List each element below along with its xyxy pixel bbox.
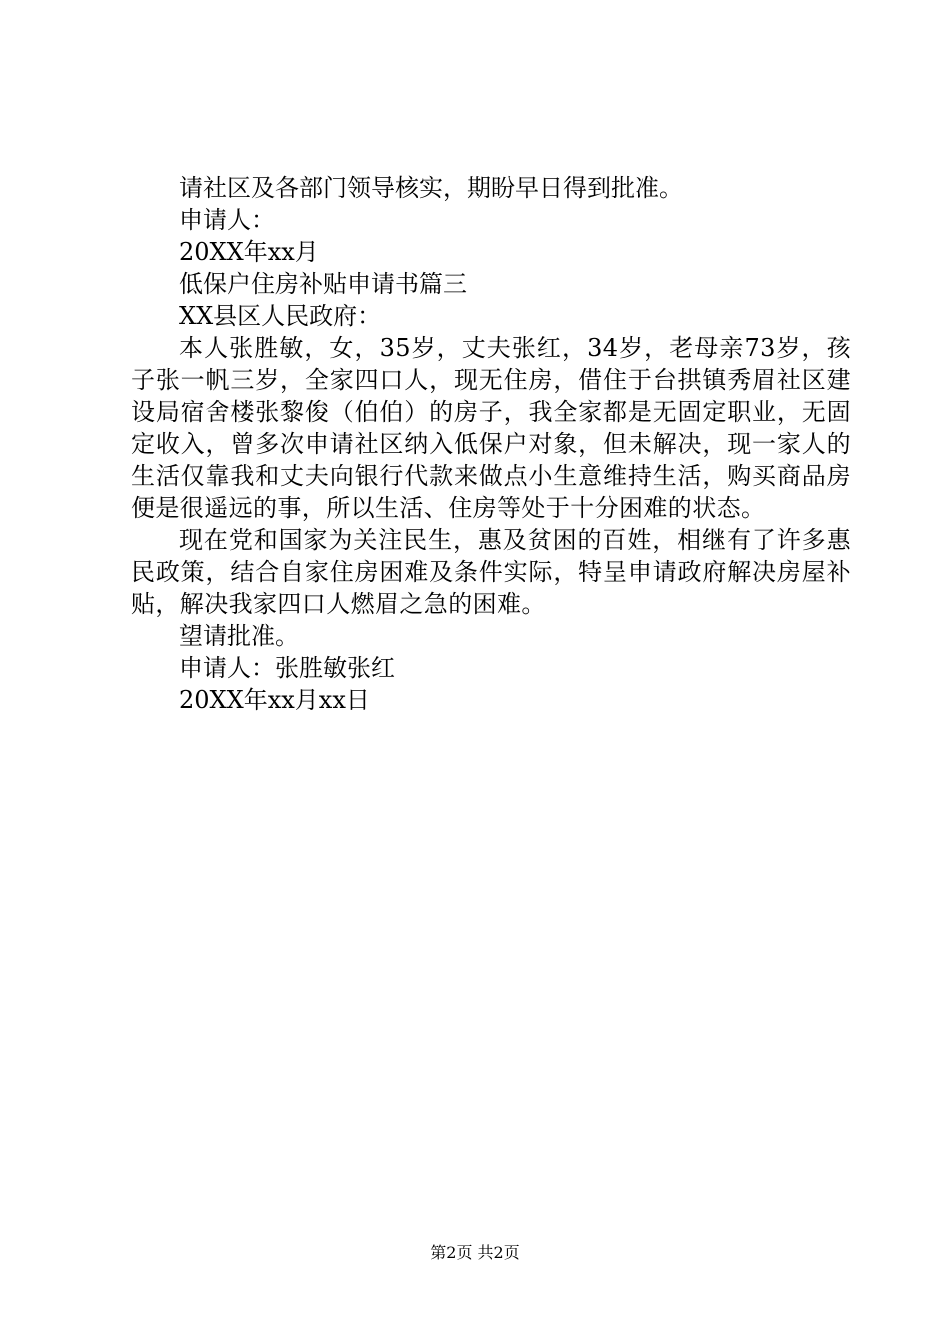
request-verification-line: 请社区及各部门领导核实，期盼早日得到批准。: [179, 174, 683, 202]
section-title: 低保户住房补贴申请书篇三: [179, 270, 467, 298]
addressee: XX县区人民政府：: [179, 302, 382, 330]
applicant-signature: 申请人：张胜敏张红: [179, 654, 395, 682]
page-number-footer: 第2页 共2页: [430, 1243, 520, 1262]
date-line: 20XX年xx月: [179, 238, 319, 266]
closing-request: 望请批准。: [179, 622, 299, 650]
document-body: [131, 172, 851, 716]
signature-date: 20XX年xx月xx日: [179, 686, 370, 714]
applicant-label: 申请人：: [179, 206, 275, 234]
body-paragraph-1: 本人张胜敏，女，35岁，丈夫张红，34岁，老母亲73岁，孩子张一帆三岁，全家四口人，现无住房，借住于台拱镇秀眉社区建设局宿舍楼张黎俊（伯伯）的房子，我全家都是无固定职业，无固定收入，曾多次申请社区纳入低保户对象，但未解决，现一家人的生活仅靠我和丈夫向银行代款来做点小生意维持生活，购买商品房便是很遥远的事，所以生活、住房等处于十分困难的状态。: [131, 334, 851, 522]
body-paragraph-2: 现在党和国家为关注民生，惠及贫困的百姓，相继有了许多惠民政策，结合自家住房困难及条件实际，特呈申请政府解决房屋补贴，解决我家四口人燃眉之急的困难。: [131, 526, 851, 618]
